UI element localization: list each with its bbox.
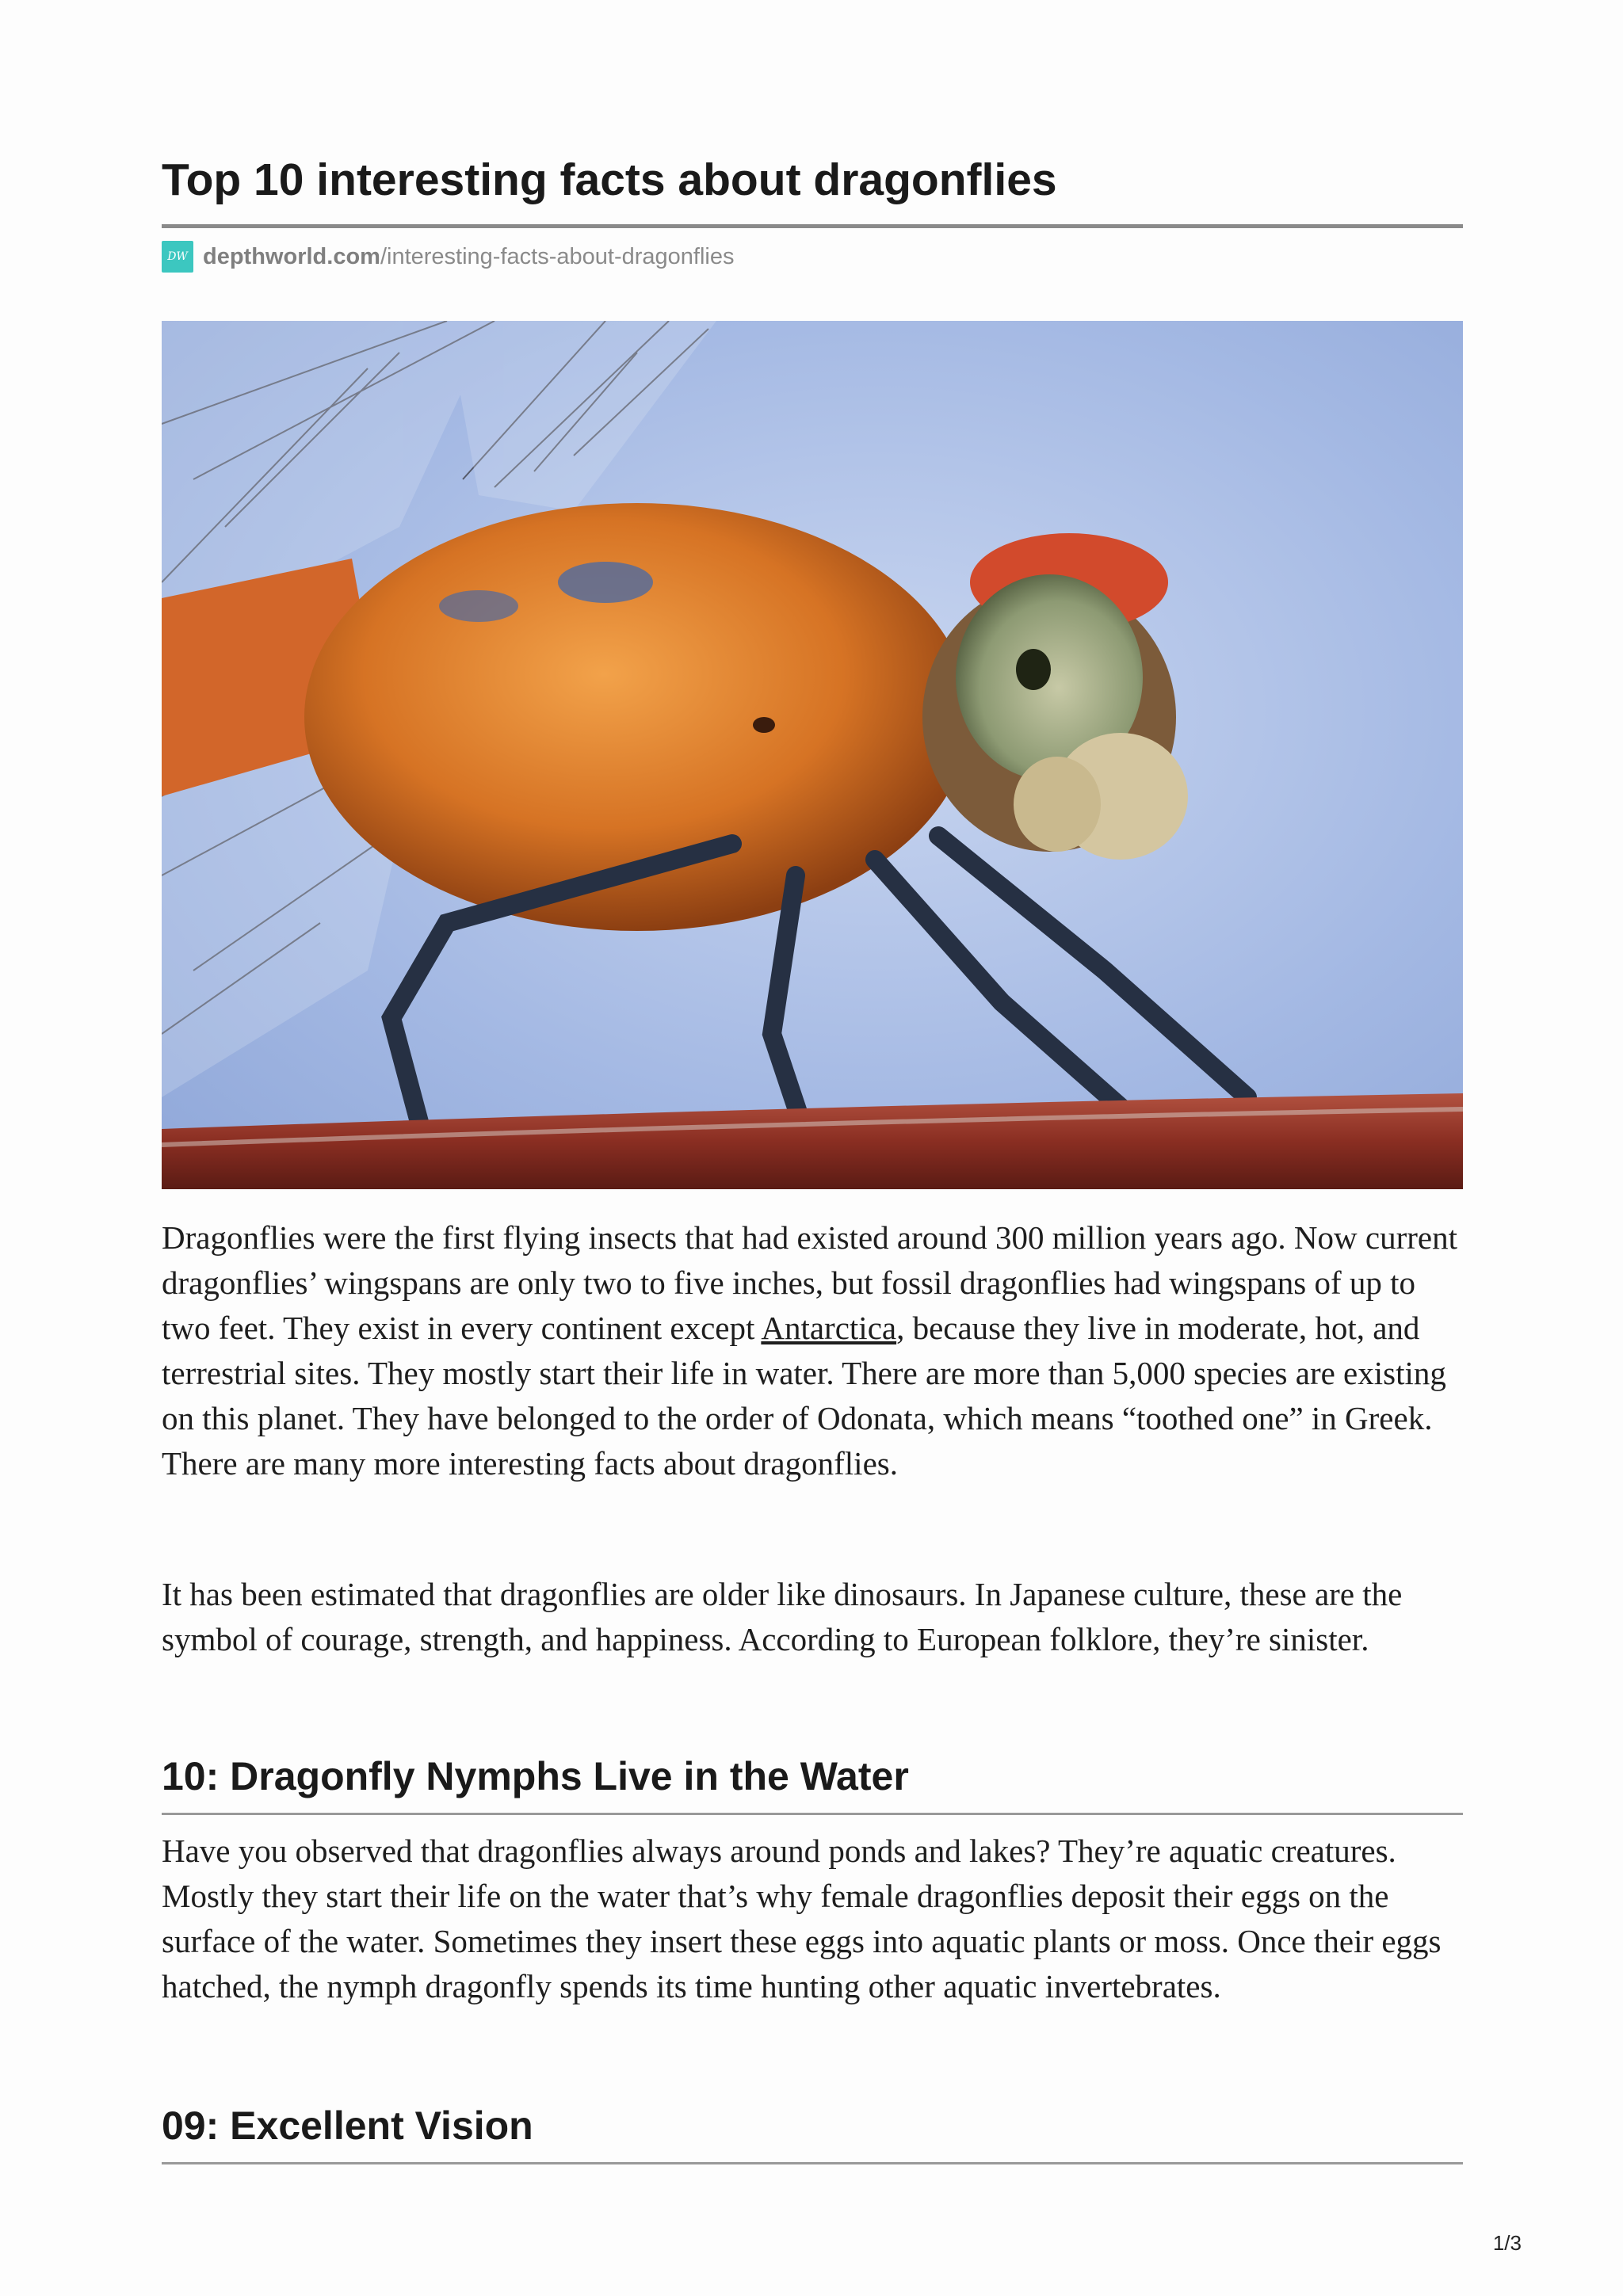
- intro-paragraph-2: It has been estimated that dragonflies are older like dinosaurs. In Japanese culture, these are the symbol of courage, strength, and happiness. According to European folklore, they’re sinister.: [162, 1576, 1403, 1657]
- source-domain[interactable]: depthworld.com: [203, 243, 380, 269]
- source-url[interactable]: [162, 241, 734, 273]
- title-divider: [162, 224, 1463, 228]
- page-title: Top 10 interesting facts about dragonflies: [162, 154, 1057, 205]
- intro-text-1b: , because they live in moderate, hot, and terrestrial sites. They mostly start their life in water. There are more than 5,000 species are existing on this planet. They have belonged to the order of Odonata, which means “toothed one” in Greek. There are many more interesting facts about dragonflies.: [162, 1310, 1446, 1482]
- intro-paragraph-1: [162, 1215, 1463, 1486]
- site-favicon-icon: DW: [162, 241, 193, 273]
- antarctica-link[interactable]: Antarctica: [761, 1310, 897, 1346]
- intro-text-1a: Dragonflies were the first flying insects that had existed around 300 million years ago. Now current dragonflies’ wingspans are only two to five inches, but fossil dragonflies had wingspans of up to two feet. They exist in every continent except: [162, 1219, 1457, 1346]
- section-divider-09: [162, 2162, 1463, 2164]
- source-path[interactable]: /interesting-facts-about-dragonflies: [380, 243, 735, 269]
- section-heading-09: 09: Excellent Vision: [162, 2103, 533, 2148]
- section-heading-10: 10: Dragonfly Nymphs Live in the Water: [162, 1754, 909, 1798]
- page-number: 1/3: [1492, 2231, 1522, 2255]
- section-divider-10: [162, 1813, 1463, 1815]
- hero-image-dragonfly: [162, 321, 1463, 1189]
- section-body-10: Have you observed that dragonflies always around ponds and lakes? They’re aquatic creatures. Mostly they start their life on the water that’s why female dragonflies deposit their eggs on the surface of the water. Sometimes they insert these eggs into aquatic plants or moss. Once their eggs hatched, the nymph dragonfly spends its time hunting other aquatic invertebrates.: [162, 1833, 1442, 2004]
